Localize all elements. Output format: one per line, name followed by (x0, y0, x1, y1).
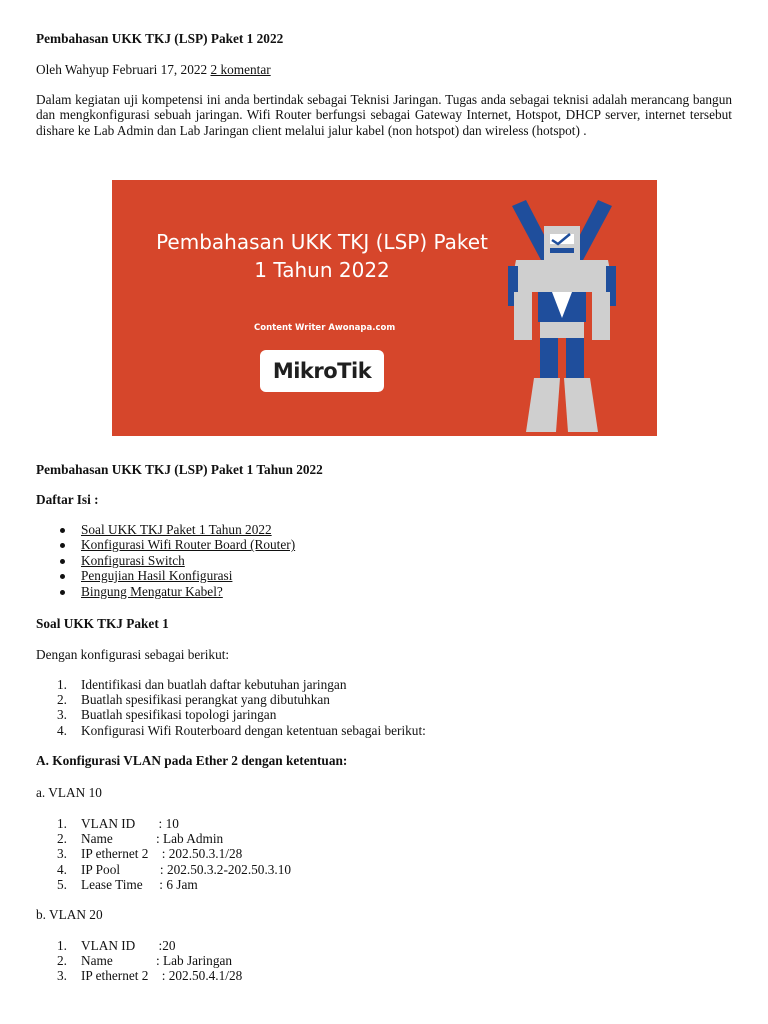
list-item-text: Lease Time : 6 Jam (81, 876, 198, 892)
comments-link[interactable]: 2 komentar (210, 62, 271, 77)
banner-title (112, 228, 532, 284)
banner-title-line2: 1 Tahun 2022 (254, 258, 390, 282)
vlan20-label: b. VLAN 20 (36, 907, 103, 922)
article-banner-image (112, 180, 657, 436)
toc-item[interactable] (36, 522, 295, 537)
toc-link[interactable]: Pengujian Hasil Konfigurasi (81, 568, 233, 584)
toc-item[interactable] (36, 584, 295, 599)
toc-heading: Daftar Isi : (36, 492, 99, 507)
list-item-text: Identifikasi dan buatlah daftar kebutuhan jaringan (81, 677, 347, 692)
list-item-text: Buatlah spesifikasi perangkat yang dibutuhkan (81, 692, 330, 708)
list-item-text: VLAN ID : 10 (81, 816, 179, 831)
toc-link[interactable]: Soal UKK TKJ Paket 1 Tahun 2022 (81, 522, 272, 537)
list-item: 4. IP Pool : 202.50.3.2-202.50.3.10 (57, 861, 292, 877)
list-item: 5. Lease Time : 6 Jam (57, 876, 198, 892)
list-item: 3. IP ethernet 2 : 202.50.3.1/28 (57, 846, 243, 862)
toc-link[interactable]: Konfigurasi Wifi Router Board (Router) (81, 537, 296, 553)
list-item-text: Name : Lab Jaringan (81, 953, 233, 969)
list-item: 2. Name : Lab Admin (57, 831, 224, 847)
list-item-text: Konfigurasi Wifi Routerboard dengan ketentuan sebagai berikut: (81, 722, 426, 738)
mikrotik-logo-text: MikroTik (272, 359, 372, 383)
vlan10-list (36, 816, 291, 892)
toc-link[interactable]: Konfigurasi Switch (81, 552, 185, 568)
byline (36, 62, 271, 77)
list-item: 1. Identifikasi dan buatlah daftar kebutuhan jaringan (57, 677, 347, 692)
robot-illustration (502, 196, 622, 436)
soal-heading: Soal UKK TKJ Paket 1 (36, 616, 169, 631)
vlan-heading: A. Konfigurasi VLAN pada Ether 2 dengan ketentuan: (36, 753, 348, 768)
section-title: Pembahasan UKK TKJ (LSP) Paket 1 Tahun 2022 (36, 462, 323, 477)
list-item: 2. Name : Lab Jaringan (57, 953, 233, 969)
byline-text: Oleh Wahyup Februari 17, 2022 (36, 62, 211, 77)
list-item-text: VLAN ID :20 (81, 938, 176, 953)
banner-subtitle: Content Writer Awonapa.com (254, 323, 396, 333)
toc-link[interactable]: Bingung Mengatur Kabel? (81, 583, 223, 599)
list-item: 1. VLAN ID : 10 (57, 816, 179, 831)
intro-paragraph: Dalam kegiatan uji kompetensi ini anda bertindak sebagai Teknisi Jaringan. Tugas anda sebagai teknisi adalah merancang bangun dan mengkonfigurasi sebuah jaringan. Wifi Router berfungsi sebagai Gateway Internet, Hotspot, DHCP server, internet tersebut dishare ke Lab Admin dan Lab Jaringan client melalui jalur kabel (non hotspot) dan wireless (hotspot) . (36, 92, 732, 138)
toc-item[interactable] (36, 537, 295, 552)
soal-list (36, 677, 426, 738)
soal-lead: Dengan konfigurasi sebagai berikut: (36, 647, 230, 662)
toc-item[interactable] (36, 568, 295, 583)
list-item: 3. IP ethernet 2 : 202.50.4.1/28 (57, 968, 243, 984)
list-item: 4. Konfigurasi Wifi Routerboard dengan ketentuan sebagai berikut: (57, 722, 426, 738)
banner-title-line1: Pembahasan UKK TKJ (LSP) Paket (156, 230, 488, 254)
mikrotik-logo (260, 350, 384, 392)
list-item-text: IP Pool : 202.50.3.2-202.50.3.10 (81, 861, 292, 877)
list-item-text: Buatlah spesifikasi topologi jaringan (81, 707, 277, 723)
vlan20-list (36, 938, 242, 984)
list-item-text: IP ethernet 2 : 202.50.4.1/28 (81, 968, 243, 984)
list-item: 3. Buatlah spesifikasi topologi jaringan (57, 707, 277, 723)
article-title: Pembahasan UKK TKJ (LSP) Paket 1 2022 (36, 31, 284, 46)
list-item-text: IP ethernet 2 : 202.50.3.1/28 (81, 846, 243, 862)
toc-item[interactable] (36, 553, 295, 568)
table-of-contents (36, 522, 295, 599)
list-item: 2. Buatlah spesifikasi perangkat yang dibutuhkan (57, 692, 330, 708)
list-item-text: Name : Lab Admin (81, 831, 224, 847)
list-item: 1. VLAN ID :20 (57, 938, 176, 953)
vlan10-label: a. VLAN 10 (36, 785, 102, 800)
